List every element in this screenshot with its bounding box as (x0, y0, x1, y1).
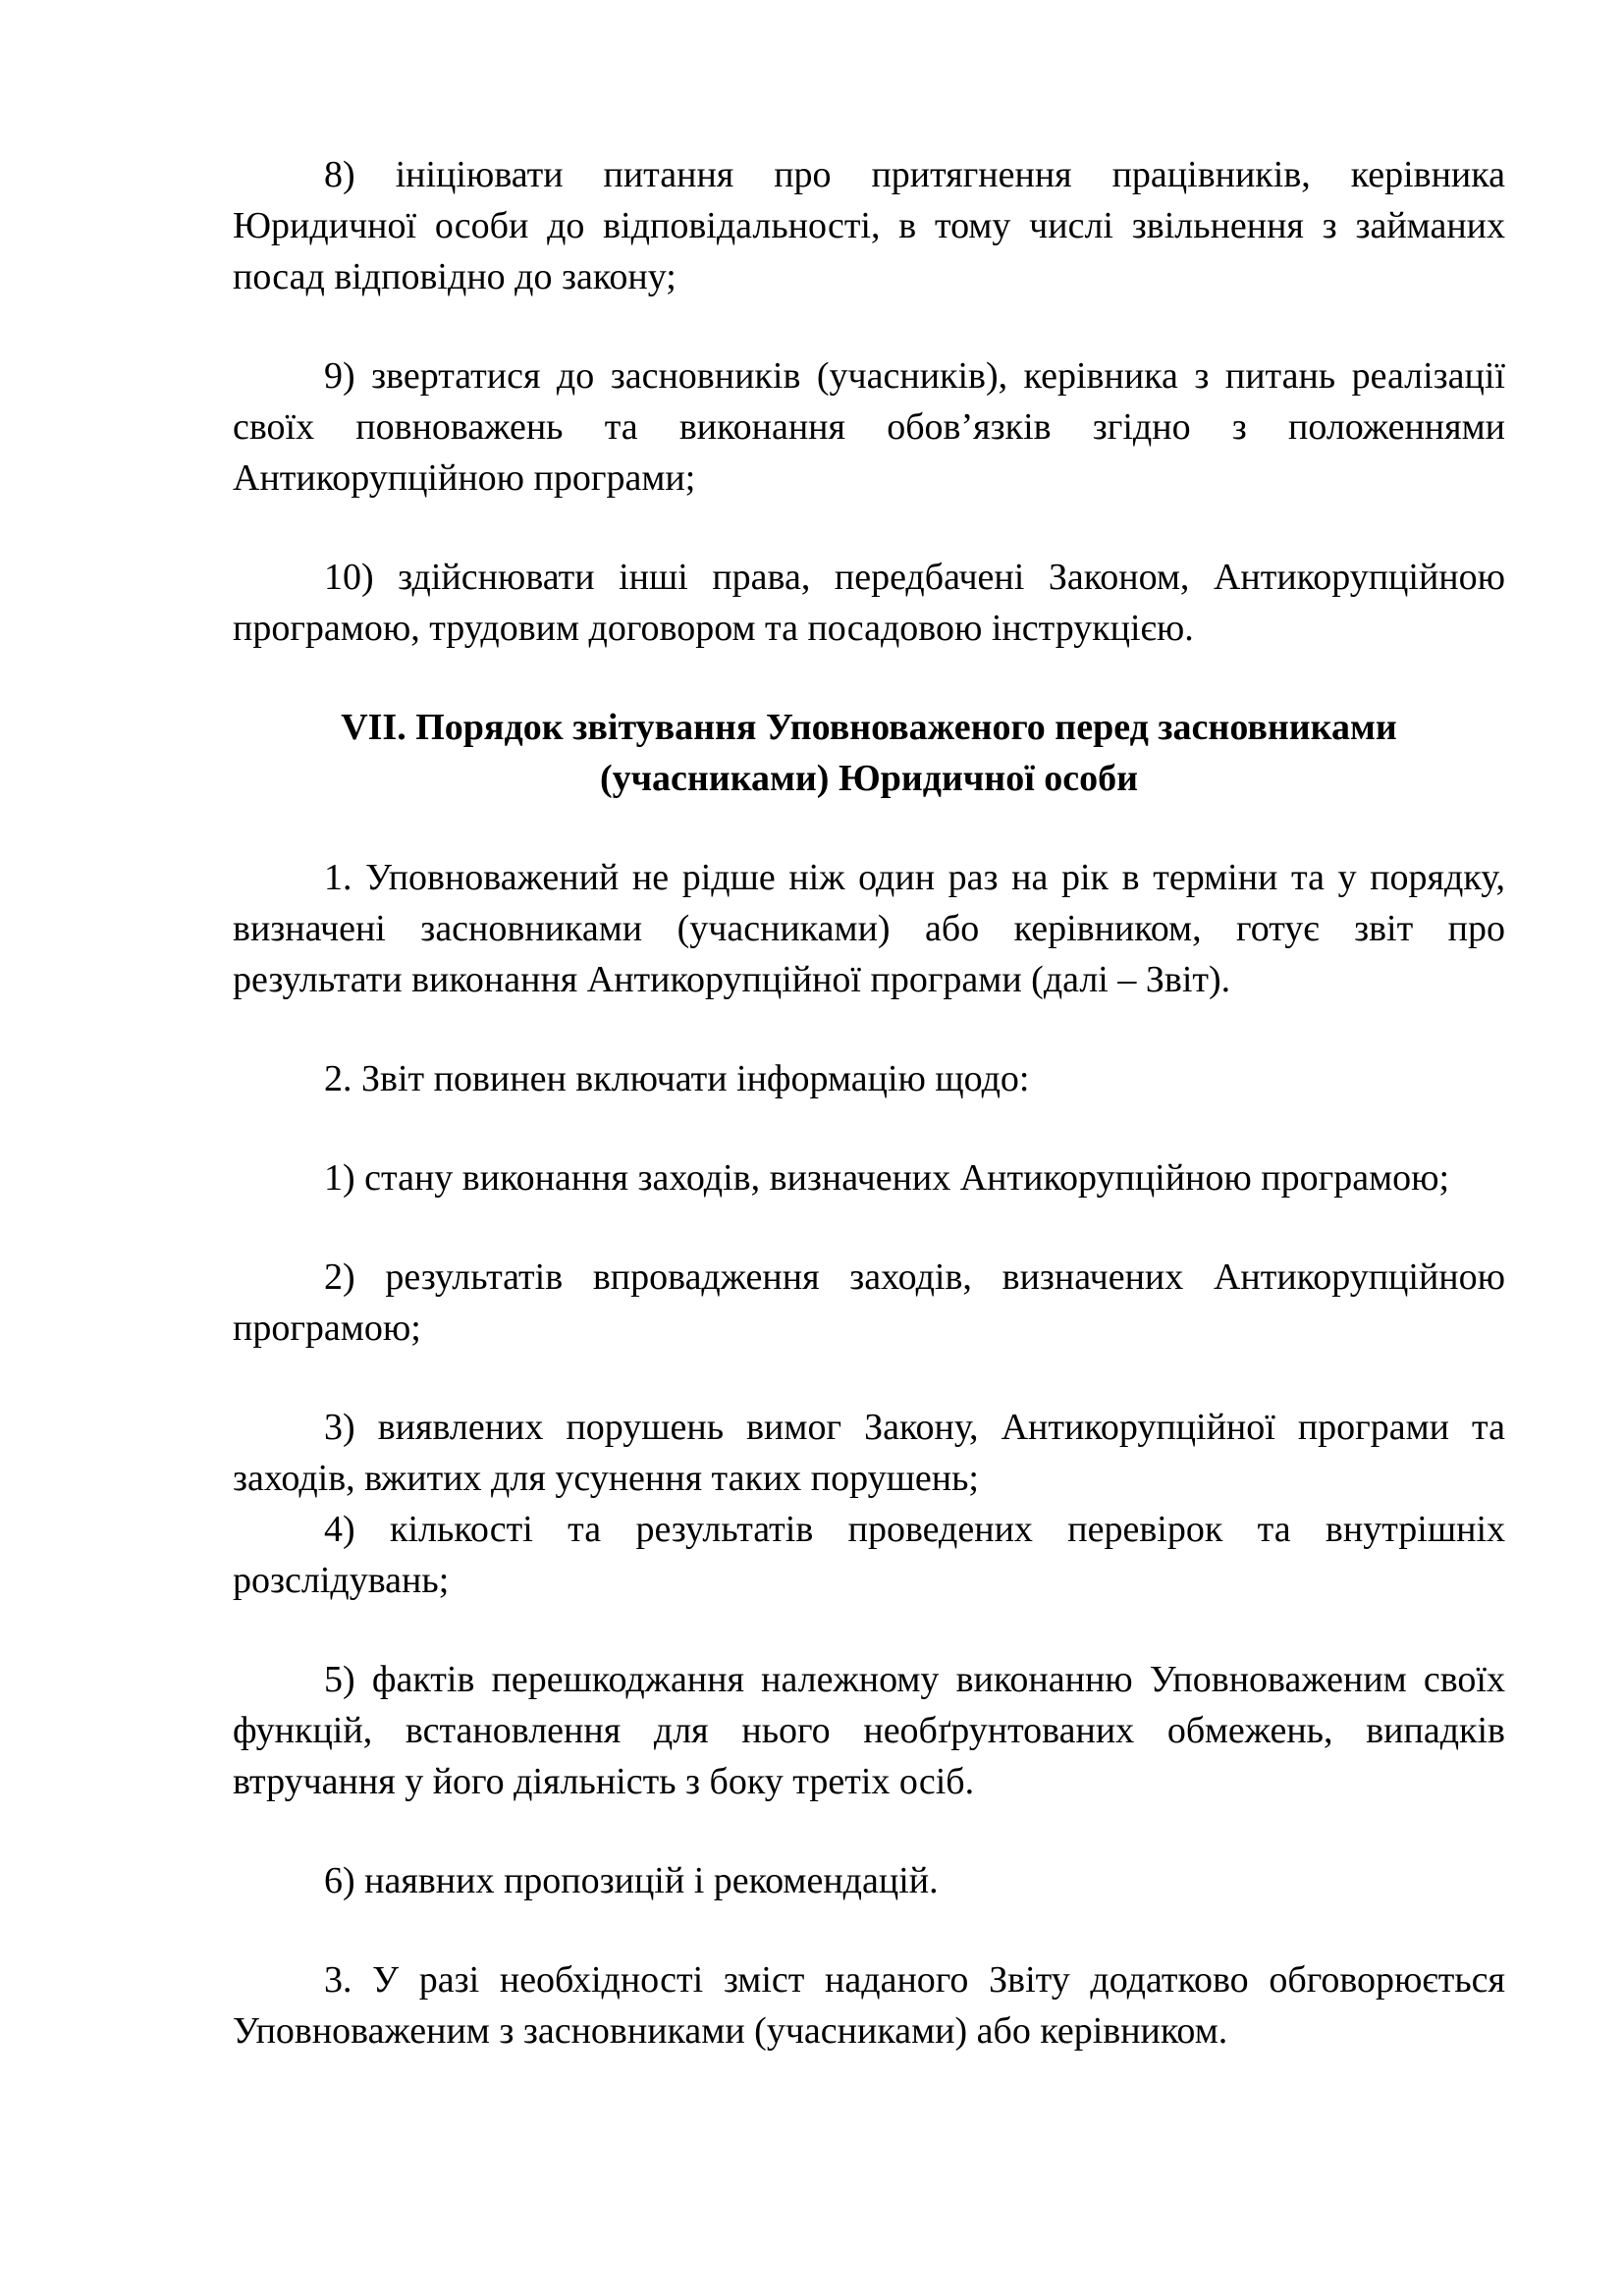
paragraph-vii-1: 1. Уповноважений не рідше ніж один раз на рік в терміни та у порядку, визначені засновниками (учасниками) або керівником, готує звіт про результати виконання Антикорупційної програми (далі – Звіт). (233, 857, 1505, 1000)
paragraph-8: 8) ініціювати питання про притягнення працівників, керівника Юридичної особи до відповідальності, в тому числі звільнення з займаних посад відповідно до закону; (233, 154, 1505, 297)
paragraph-10: 10) здійснювати інші права, передбачені Законом, Антикорупційною програмою, трудовим договором та посадовою інструкцією. (233, 557, 1505, 649)
section-heading-line-1: VII. Порядок звітування Уповноваженого перед засновниками (341, 707, 1397, 748)
paragraph-9: 9) звертатися до засновників (учасників), керівника з питань реалізації своїх повноважень та виконання обов’язків згідно з положеннями Антикорупційною програми; (233, 355, 1505, 499)
section-heading (233, 702, 1505, 804)
list-item-5: 5) фактів перешкоджання належному виконанню Уповноваженим своїх функцій, встановлення для нього необґрунтованих обмежень, випадків втручання у його діяльність з боку третіх осіб. (233, 1659, 1505, 1802)
section-heading-line-2: (учасниками) Юридичної особи (599, 758, 1139, 799)
list-item-1: 1) стану виконання заходів, визначених Антикорупційною програмою; (324, 1157, 1450, 1199)
paragraph-vii-3: 3. У разі необхідності зміст наданого Звіту додатково обговорюється Уповноваженим з засновниками (учасниками) або керівником. (233, 1959, 1505, 2052)
list-item-2: 2) результатів впровадження заходів, визначених Антикорупційною програмою; (233, 1256, 1505, 1349)
list-item-6: 6) наявних пропозицій і рекомендацій. (324, 1860, 939, 1901)
list-item-3: 3) виявлених порушень вимог Закону, Антикорупційної програми та заходів, вжитих для усунення таких порушень; (233, 1407, 1505, 1499)
paragraph-vii-2: 2. Звіт повинен включати інформацію щодо: (324, 1058, 1030, 1099)
list-item-4: 4) кількості та результатів проведених перевірок та внутрішніх розслідувань; (233, 1509, 1505, 1601)
